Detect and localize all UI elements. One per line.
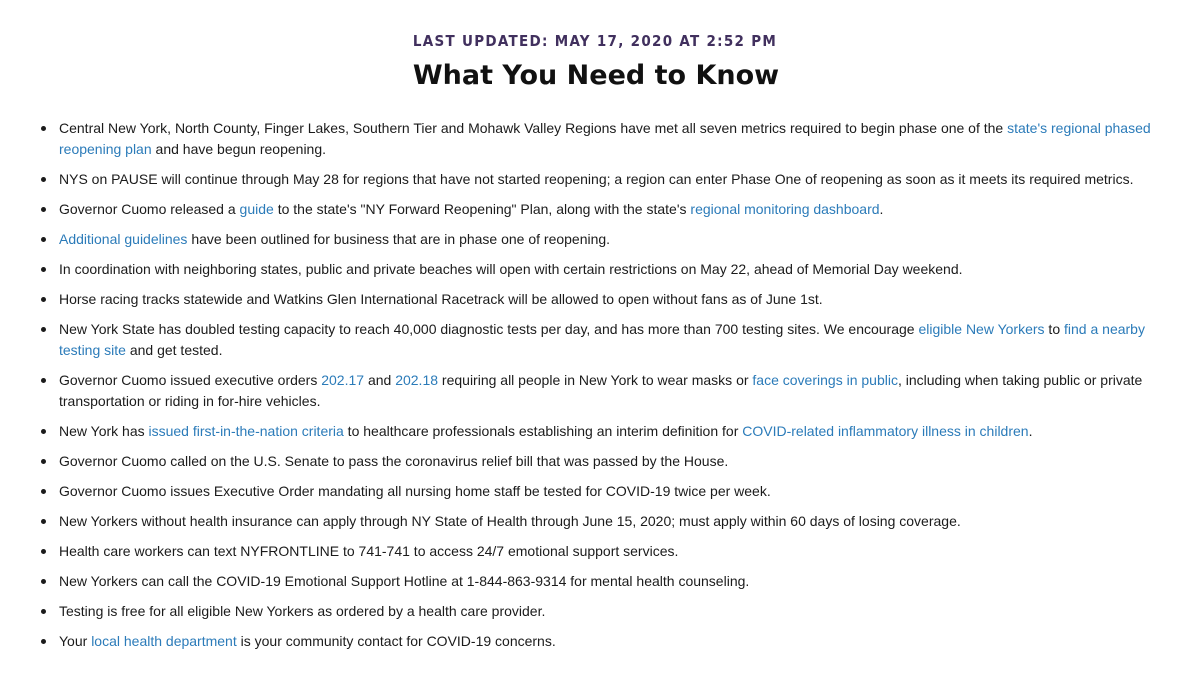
- list-item-free-testing: Testing is free for all eligible New Yorkers as ordered by a health care provider.: [59, 601, 1174, 622]
- find-testing-site-link[interactable]: find a nearby testing site: [59, 321, 1145, 358]
- list-item-regions-reopening: Central New York, North County, Finger Lakes, Southern Tier and Mohawk Valley Regions have met all seven metrics required to begin phase one of the state's regional phased reopening plan and have begun reopening.: [59, 118, 1174, 160]
- first-in-nation-criteria-link[interactable]: issued first-in-the-nation criteria: [148, 423, 344, 439]
- list-item-health-insurance: New Yorkers without health insurance can apply through NY State of Health through June 15, 2020; must apply within 60 days of losing coverage.: [59, 511, 1174, 532]
- list-item-senate-relief-bill: Governor Cuomo called on the U.S. Senate to pass the coronavirus relief bill that was passed by the House.: [59, 451, 1174, 472]
- order-202-18-link[interactable]: 202.18: [395, 372, 439, 388]
- covid-inflammatory-illness-link[interactable]: COVID-related inflammatory illness in children: [742, 423, 1029, 439]
- local-health-department-link[interactable]: local health department: [91, 633, 237, 649]
- regional-reopening-plan-link[interactable]: state's regional phased reopening plan: [59, 120, 1151, 157]
- list-item-executive-orders-masks: Governor Cuomo issued executive orders 202.17 and 202.18 requiring all people in New York to wear masks or face coverings in public, including when taking public or private transportation or riding in for-hire vehicles.: [59, 370, 1174, 412]
- info-bullet-list: [59, 118, 1174, 661]
- list-item-beaches: In coordination with neighboring states, public and private beaches will open with certain restrictions on May 22, ahead of Memorial Day weekend.: [59, 259, 1174, 280]
- list-item-horse-racing: Horse racing tracks statewide and Watkins Glen International Racetrack will be allowed to open without fans as of June 1st.: [59, 289, 1174, 310]
- additional-guidelines-link[interactable]: Additional guidelines: [59, 231, 188, 247]
- eligible-new-yorkers-link[interactable]: eligible New Yorkers: [918, 321, 1045, 337]
- list-item-inflammatory-criteria: New York has issued first-in-the-nation criteria to healthcare professionals establishing an interim definition for COVID-related inflammatory illness in children.: [59, 421, 1174, 442]
- list-item-nys-pause: NYS on PAUSE will continue through May 28 for regions that have not started reopening; a region can enter Phase One of reopening as soon as it meets its required metrics.: [59, 169, 1174, 190]
- list-item-additional-guidelines: Additional guidelines have been outlined for business that are in phase one of reopening.: [59, 229, 1174, 250]
- last-updated-label: LAST UPDATED: MAY 17, 2020 AT 2:52 PM: [412, 32, 778, 50]
- list-item-testing-capacity: New York State has doubled testing capacity to reach 40,000 diagnostic tests per day, and has more than 700 testing sites. We encourage eligible New Yorkers to find a nearby testing site and get tested.: [59, 319, 1174, 361]
- list-item-nyfrontline-text: Health care workers can text NYFRONTLINE to 741-741 to access 24/7 emotional support services.: [59, 541, 1174, 562]
- page-title: What You Need to Know: [412, 60, 780, 91]
- list-item-emotional-support-hotline: New Yorkers can call the COVID-19 Emotional Support Hotline at 1-844-863-9314 for mental health counseling.: [59, 571, 1174, 592]
- order-202-17-link[interactable]: 202.17: [321, 372, 365, 388]
- face-coverings-link[interactable]: face coverings in public: [752, 372, 898, 388]
- regional-monitoring-dashboard-link[interactable]: regional monitoring dashboard: [690, 201, 880, 217]
- list-item-local-health-department: Your local health department is your community contact for COVID-19 concerns.: [59, 631, 1174, 652]
- list-item-governor-guide: Governor Cuomo released a guide to the state's "NY Forward Reopening" Plan, along with the state's regional monitoring dashboard.: [59, 199, 1174, 220]
- guide-link[interactable]: guide: [239, 201, 274, 217]
- list-item-nursing-home-testing: Governor Cuomo issues Executive Order mandating all nursing home staff be tested for COVID-19 twice per week.: [59, 481, 1174, 502]
